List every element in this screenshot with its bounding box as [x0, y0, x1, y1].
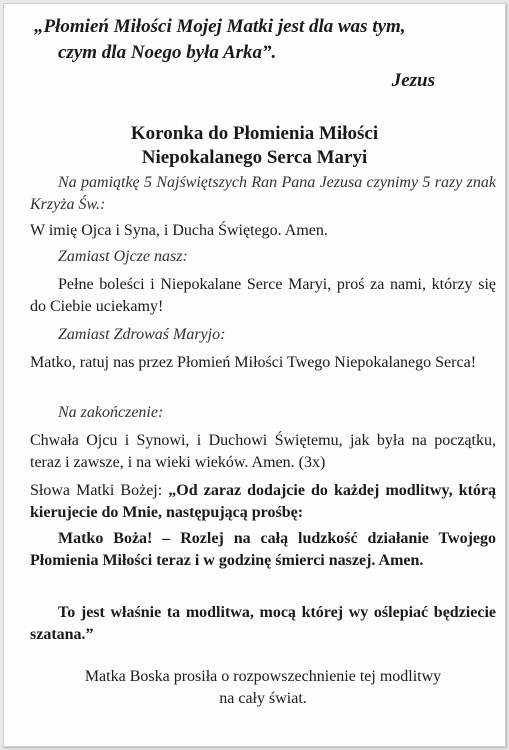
title-line-2: Niepokalanego Serca Maryi	[141, 147, 368, 168]
jesus-quote	[34, 14, 494, 66]
glory-be-text: Chwała Ojcu i Synowi, i Duchowi Świętemu, jak była na początku, teraz i zawsze, i na wieki wieków. Amen. (3x)	[30, 432, 496, 471]
quote-author: Jezus	[391, 70, 435, 91]
sign-of-cross-text: W imię Ojca i Syna, i Ducha Świętego. Amen.	[30, 222, 328, 239]
footer-note	[30, 666, 496, 710]
prayer-card	[3, 3, 506, 747]
quote-line-1: „Płomień Miłości Mojej Matki jest dla was tym,	[34, 16, 406, 37]
words-of-mother-of-god	[30, 480, 496, 524]
footer-line-1: Matka Boska prosiła o rozpowszechnienie tej modlitwy	[84, 668, 442, 685]
footer-line-2: na cały świat.	[219, 690, 307, 707]
instead-our-father-label: Zamiast Ojcze nasz:	[58, 248, 188, 265]
words-text: „Od zaraz dodajcie do każdej modlitwy, którą kierujecie do Mnie, następującą prośbę:	[30, 482, 497, 521]
intro-instruction: Na pamiątkę 5 Najświętszych Ran Pana Jezusa czynimy 5 razy znak Krzyża Św.:	[30, 174, 496, 213]
our-father-replacement-text: Pełne boleści i Niepokalane Serce Maryi, proś za nami, którzy się do Ciebie uciekamy!	[30, 276, 496, 315]
flame-of-love-prayer: Matko Boża! – Rozlej na całą ludzkość działanie Twojego Płomienia Miłości teraz i w godzinę śmierci naszej. Amen.	[30, 530, 496, 569]
words-label: Słowa Matki Bożej:	[30, 482, 169, 499]
page-title	[4, 122, 505, 170]
ending-label: Na zakończenie:	[58, 404, 164, 421]
closing-statement: To jest właśnie ta modlitwa, mocą której wy oślepiać będziecie szatana.”	[30, 604, 496, 643]
card-content	[4, 4, 505, 746]
quote-line-2: czym dla Noego była Arka”.	[58, 42, 277, 63]
title-line-1: Koronka do Płomienia Miłości	[130, 123, 379, 144]
hail-mary-replacement-text: Matko, ratuj nas przez Płomień Miłości Twego Niepokalanego Serca!	[30, 354, 477, 371]
instead-hail-mary-label: Zamiast Zdrowaś Maryjo:	[58, 326, 226, 343]
